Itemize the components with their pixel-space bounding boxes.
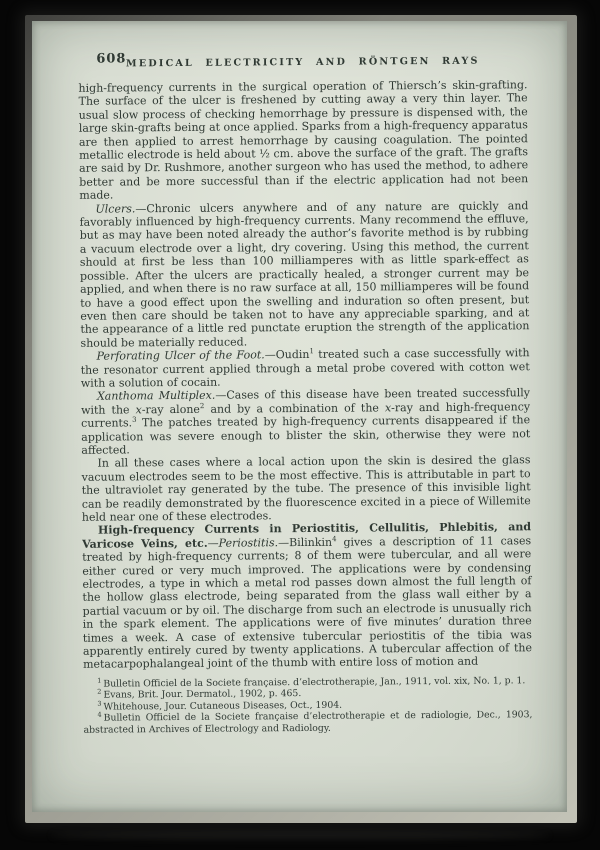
paragraph-continuation: high-frequency currents in the surgical operation of Thiersch’s skin-grafting. The surface of the ulcer is freshened by cutting away a very thin layer. The usual slow process of checking hemorrhage by pressure is dispensed with, the large skin-grafts being at once applied. Sparks from a high-frequency apparatus are then applied to arrest hemorrhage by causing coagulation. The pointed metallic electrode is held about ½ cm. above the surface of the graft. The grafts are said by Dr. Rushmore, another surgeon who has used the method, to adhere better and be more successful than if the electric application had not been made. xyxy=(78,78,529,203)
running-title: MEDICAL ELECTRICITY AND RÖNTGEN RAYS xyxy=(125,55,480,70)
body-text xyxy=(78,78,532,671)
footnote-text: Evans, Brit. Jour. Dermatol., 1902, p. 465. xyxy=(103,688,302,701)
page-edge-bevel xyxy=(25,15,577,823)
footnote-4 xyxy=(83,710,532,737)
footnote-text: Whitehouse, Jour. Cutaneous Diseases, Oct., 1904. xyxy=(103,699,343,713)
footnote-marker: 3 xyxy=(97,699,102,708)
page-number: 608 xyxy=(96,51,127,67)
paragraph-xanthoma-multiplex: Xanthoma Multiplex.—Cases of this disease have been treated successfully with the x-ray alone$^2$ and by a combination of the x-ray and high-frequency currents.$^3$ The patches treated by high-frequency currents disappeared if the application was severe enough to blister the skin, otherwise they were not affected. xyxy=(80,386,531,457)
scan-reflection xyxy=(50,831,550,840)
paragraph-periostitis-heading: High-frequency Currents in Periostitis, Cellulitis, Phlebitis, and Varicose Veins, etc.—Periostitis.—Bilinkin$^4$ gives a description of 11 cases treated by high-frequency currents; 8 of them were tubercular, and all were either cured or very much improved. The applications were by condensing electrodes, a type in which a metal rod passes down almost the full length of the hollow glass electrode, being separated from the glass wall either by a partial vacuum or by oil. The discharge from such an electrode is unusually rich in the spark element. The applications were of five minutes’ duration three times a week. A case of extensive tubercular periostitis of the tibia was apparently entirely cured by twenty applications. A tubercular affection of the metacarpophalangeal joint of the thumb with entire loss of motion and xyxy=(82,520,532,672)
paragraph-perforating-ulcer: Perforating Ulcer of the Foot.—Oudin$^1$ treated such a case successfully with the resonator current applied through a metal probe covered with cotton wet with a solution of cocain. xyxy=(80,346,530,390)
paragraph-vacuum-electrodes: In all these cases where a local action upon the skin is desired the glass vacuum electrodes seem to be the most effective. This is attributable in part to the ultraviolet ray generated by the tube. The presence of this invisible light can be readily demonstrated by the fluorescence excited in a piece of Willemite held near one of these electrodes. xyxy=(81,453,531,524)
footnotes xyxy=(83,675,532,736)
footnote-marker: 2 xyxy=(97,687,102,696)
book-page xyxy=(32,21,567,812)
footnote-text: Bulletin Officiel de la Societe française. d’electrotherapie, Jan., 1911, vol. xix, No. 1, p. 1. xyxy=(103,675,526,690)
paragraph-ulcers: Ulcers.—Chronic ulcers anywhere and of any nature are quickly and favorably influenced by high-frequency currents. Many recommend the effluve, but as may have been noted already the author’s favorite method is by rubbing a vacuum electrode over a light, dry covering. Using this method, the current should at first be less than 100 milliamperes with as little spark-effect as possible. After the ulcers are practically healed, a stronger current may be applied, and when there is no raw surface at all, 150 milliamperes will be found to have a good effect upon the swelling and induration so often present, but even then care should be taken not to have any appreciable sparking, and at the appearance of a little red punctate eruption the strength of the application should be materially reduced. xyxy=(79,198,530,350)
footnote-text: Bulletin Officiel de la Societe française d’electrotherapie et de radiologie, Dec., 1903, abstracted in Archives of Electrology and Radiology. xyxy=(83,709,533,736)
running-head xyxy=(78,48,527,69)
page-content xyxy=(78,21,533,736)
footnote-marker: 4 xyxy=(97,710,102,719)
footnote-marker: 1 xyxy=(97,676,102,685)
